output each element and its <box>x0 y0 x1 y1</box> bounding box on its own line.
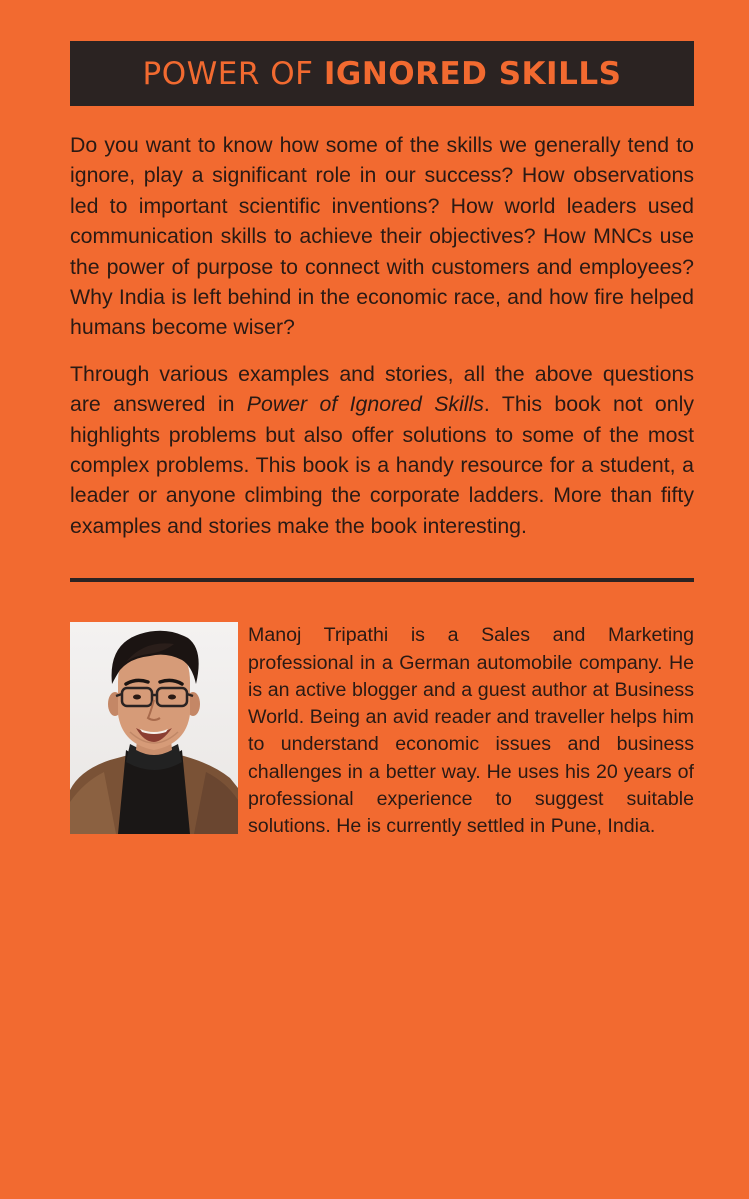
blurb-paragraph-2-start: Through various examples and stories, all the above questions are answered in <box>70 361 694 417</box>
blurb-paragraph-1: Do you want to know how some of the skills we generally tend to ignore, play a significant role in our success? How observations led to important scientific inventions? How world leaders used communication skills to achieve their objectives? How MNCs use the power of purpose to connect with customers and employees? Why India is left behind in the economic race, and how fire helped humans become wiser? <box>70 133 694 340</box>
author-bio: Manoj Tripathi is a Sales and Marketing professional in a German automobile company. He is an active blogger and a guest author at Business World. Being an avid reader and traveller helps him to understand economic issues and business challenges in a better way. He uses his 20 years of professional experience to suggest suitable solutions. He is currently settled in Pune, India. <box>248 624 694 838</box>
cover-content <box>70 41 694 841</box>
blurb-paragraph-2-end: . This book not only highlights problems but also offer solutions to some of the most complex problems. This book is a handy resource for a student, a leader or anyone climbing the corporate ladders. More than fifty examples and stories make the book interesting. <box>70 392 694 538</box>
blurb-paragraph-2 <box>70 359 694 541</box>
title-bold: IGNORED SKILLS <box>323 55 622 92</box>
section-divider <box>70 578 694 582</box>
title-regular: POWER OF <box>142 55 324 92</box>
book-title-italic: Power of Ignored Skills <box>246 392 484 417</box>
author-photo <box>70 622 238 834</box>
title-banner <box>70 41 694 106</box>
book-title <box>143 56 622 92</box>
author-portrait-illustration <box>70 622 238 834</box>
author-section <box>70 622 694 840</box>
